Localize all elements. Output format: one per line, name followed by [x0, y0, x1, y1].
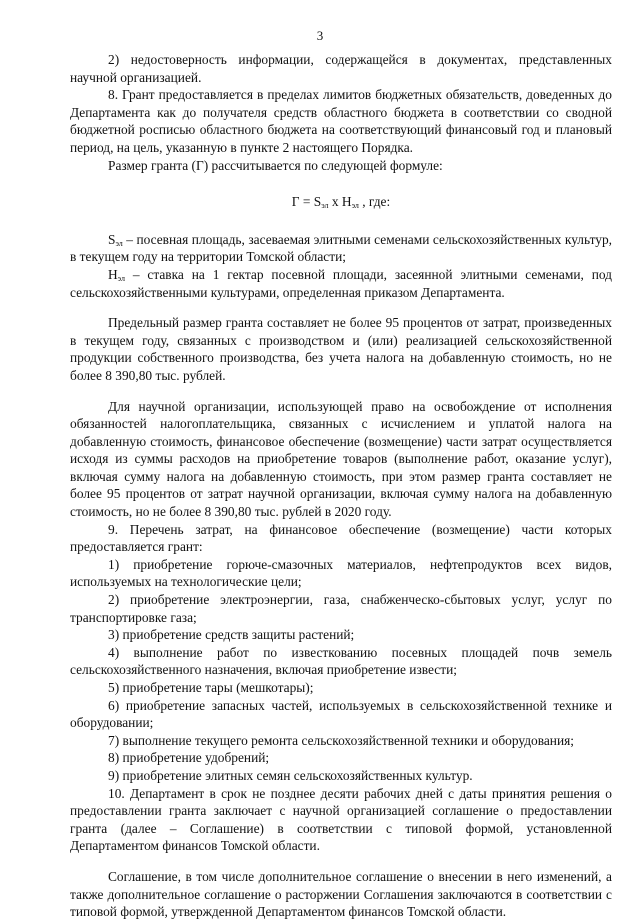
document-body: [70, 51, 612, 921]
paragraph: Для научной организации, использующей право на освобождение от исполнения обязанностей налогоплательщика, связанных с исчислением и уплатой налога на добавленную стоимость, финансовое обеспечение (возмещение) части затрат осуществляется исходя из суммы расходов на приобретение товаров (выполнение работ, оказание услуг), включая сумму налога на добавленную стоимость, при этом размер гранта составляет не более 95 процентов от затрат научной организации, включая сумму налога на добавленную стоимость, но не более 8 390,80 тыс. рублей в 2020 году.: [70, 398, 612, 520]
definition-h-symbol: Н: [108, 266, 118, 282]
list-item: 7) выполнение текущего ремонта сельскохозяйственной техники и оборудования;: [108, 732, 575, 748]
formula-s-subscript: эл: [321, 201, 329, 211]
definition-s-text: – посевная площадь, засеваемая элитными семенами сельскохозяйственных культур, в текущем году на территории Томской области;: [70, 231, 612, 265]
definition-s-subscript: эл: [115, 238, 123, 248]
paragraph: Размер гранта (Г) рассчитывается по следующей формуле:: [108, 157, 443, 173]
page-number: 3: [316, 28, 324, 43]
formula-mid: х Н: [328, 194, 352, 210]
paragraph: 9. Перечень затрат, на финансовое обеспечение (возмещение) части которых предоставляется грант:: [70, 521, 612, 555]
list-item: 5) приобретение тары (мешкотары);: [108, 680, 314, 695]
list-item: 9) приобретение элитных семян сельскохозяйственных культур.: [108, 767, 473, 783]
definition-h-text: – ставка на 1 гектар посевной площади, засеянной элитными семенами, под сельскохозяйственными культурами, определенная приказом Департамента.: [70, 266, 612, 300]
definition-h: [70, 266, 612, 301]
paragraph: 10. Департамент в срок не позднее десяти рабочих дней с даты принятия решения о предоставлении гранта заключает с научной организацией соглашение о предоставлении гранта (далее – Соглашение) в соответствии с типовой формой, установленной Департаментом финансов Томской области.: [70, 785, 612, 854]
list-item: 6) приобретение запасных частей, используемых в сельскохозяйственной технике и оборудовании;: [70, 697, 612, 731]
grant-formula: [70, 193, 612, 211]
paragraph: 2) недостоверность информации, содержащейся в документах, представленных научной организацией.: [70, 52, 612, 85]
definition-s: [70, 231, 612, 266]
formula-tail: , где:: [358, 194, 391, 210]
formula-h-subscript: эл: [351, 201, 359, 211]
list-item: 2) приобретение электроэнергии, газа, снабженческо-сбытовых услуг, услуг по транспортировке газа;: [70, 592, 612, 625]
list-item: 4) выполнение работ по известкованию посевных площадей почв земель сельскохозяйственного назначения, включая приобретение извести;: [70, 644, 612, 678]
list-item: 1) приобретение горюче-смазочных материалов, нефтепродуктов всех видов, используемых на технологические цели;: [70, 556, 612, 590]
definition-h-subscript: эл: [117, 273, 125, 283]
list-item: 8) приобретение удобрений;: [108, 750, 270, 766]
definition-s-symbol: S: [108, 231, 116, 247]
paragraph: 8. Грант предоставляется в пределах лимитов бюджетных обязательств, доведенных до Департамента как до получателя средств областного бюджета в соответствии со сводной бюджетной росписью областного бюджета на соответствующий финансовый год и плановый период, на цель, указанную в пункте 2 настоящего Порядка.: [70, 87, 612, 155]
paragraph: Соглашение, в том числе дополнительное соглашение о внесении в него изменений, а также дополнительное соглашение о расторжении Соглашения заключаются в соответствии с типовой формой, утвержденной Департаментом финансов Томской области.: [70, 868, 612, 920]
formula-lhs: Г = S: [291, 194, 322, 210]
list-item: 3) приобретение средств защиты растений;: [108, 627, 355, 643]
paragraph: Предельный размер гранта составляет не более 95 процентов от затрат, произведенных в текущем году, связанных с производством и (или) реализацией сельскохозяйственной продукции собственного производства, без учета налога на добавленную стоимость, но не более 8 390,80 тыс. рублей.: [70, 315, 612, 383]
